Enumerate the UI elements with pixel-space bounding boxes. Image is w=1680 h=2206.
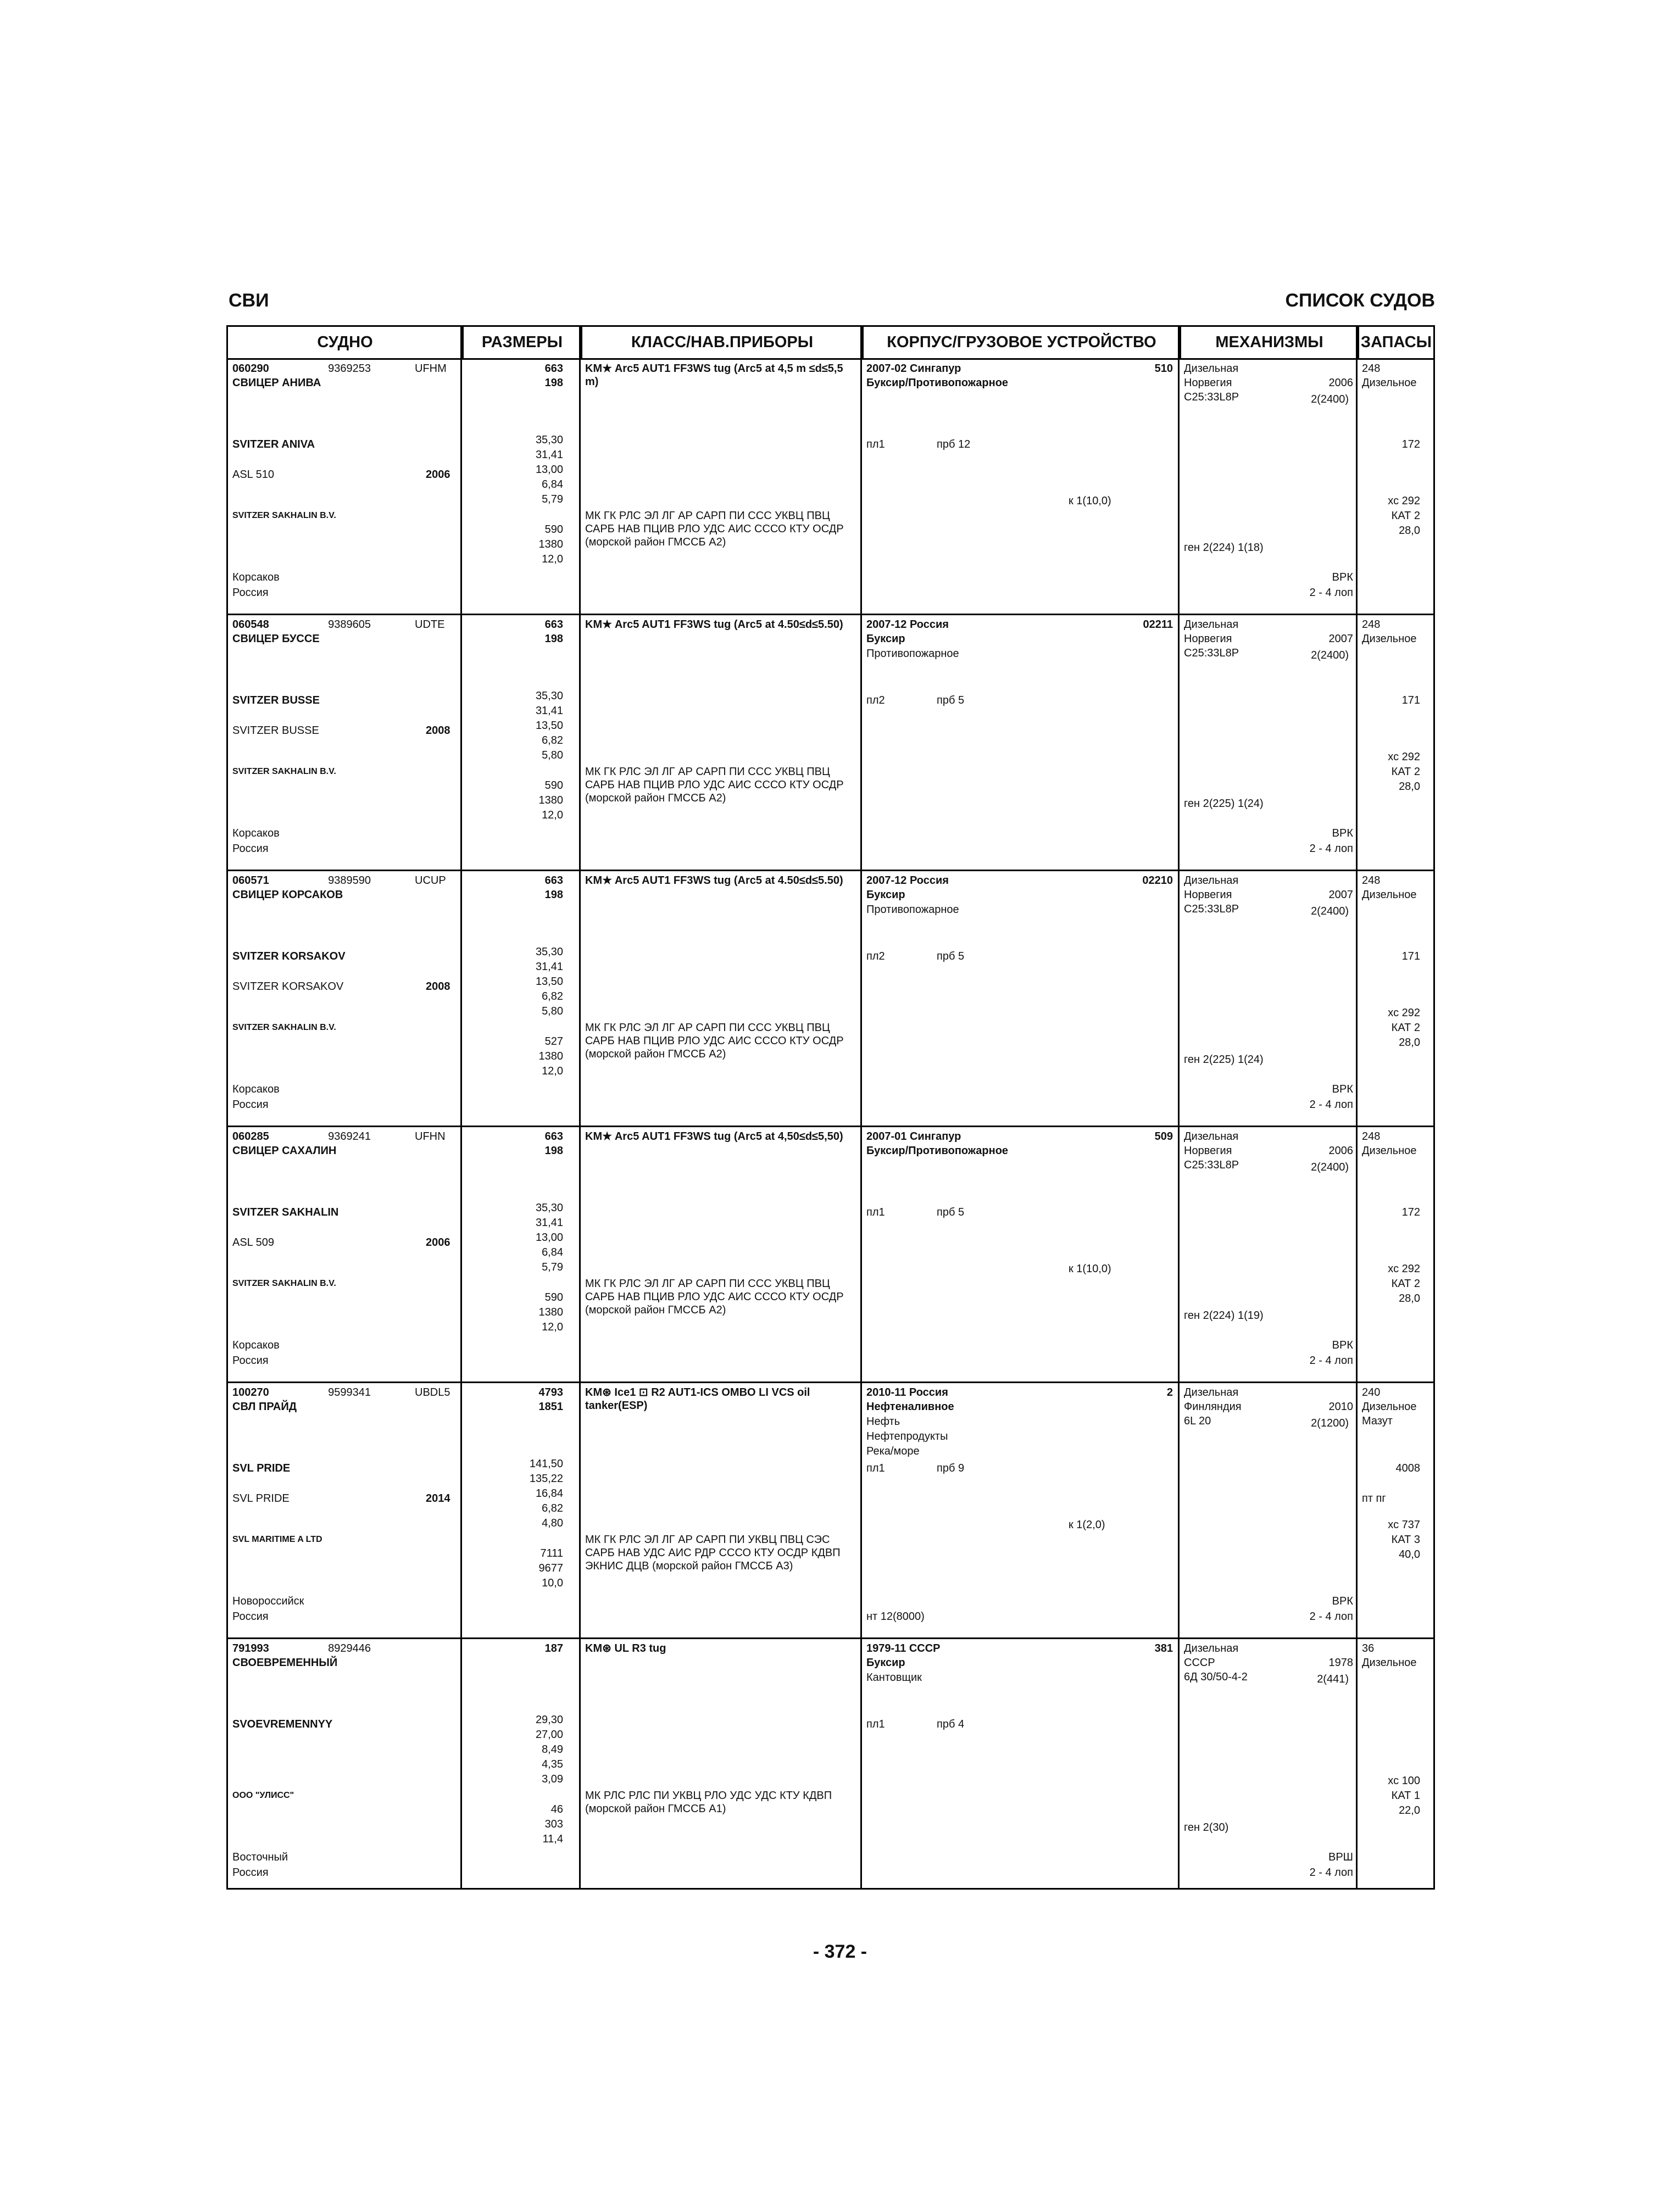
owner: SVITZER SAKHALIN B.V. <box>232 1279 336 1288</box>
stores-fuel: Дизельное <box>1362 633 1417 645</box>
engine-year: 2007 <box>1328 633 1353 645</box>
tonnage-value: 590 <box>544 779 563 792</box>
engine-type: Дизельная <box>1184 1386 1239 1399</box>
ship-name-en: SVITZER BUSSE <box>232 694 320 706</box>
dimension-value: 3,09 <box>542 1773 563 1785</box>
stores-kat: КАТ 3 <box>1391 1534 1420 1546</box>
page-number: - 372 - <box>813 1941 867 1962</box>
year-named: 2006 <box>426 469 450 481</box>
hull-build: 1979-11 СССР <box>866 1642 941 1654</box>
hull-number: 509 <box>1154 1130 1173 1143</box>
propeller-type: ВРК <box>1332 1083 1353 1095</box>
stores-top: 248 <box>1362 874 1381 887</box>
stores-value: 28,0 <box>1399 525 1420 537</box>
country: Россия <box>232 1355 269 1367</box>
class-notation: KM★ Arc5 AUT1 FF3WS tug (Arc5 at 4.50≤d≤5.50) <box>585 874 843 887</box>
ship-record <box>228 616 1433 871</box>
hull-type: Буксир/Противопожарное <box>866 377 1009 389</box>
propeller-blades: 2 - 4 лоп <box>1309 587 1353 599</box>
former-name: SVITZER BUSSE <box>232 725 319 737</box>
ship-record <box>228 1384 1433 1639</box>
engine-year: 2007 <box>1328 889 1353 901</box>
engine-power: 2(441) <box>1317 1673 1349 1685</box>
stores-value: 22,0 <box>1399 1804 1420 1817</box>
tonnage-value: 1380 <box>538 1050 563 1062</box>
engine-power: 2(1200) <box>1311 1417 1349 1429</box>
hull-type: Кантовщик <box>866 1672 922 1684</box>
hull-extra: нт 12(8000) <box>866 1611 925 1623</box>
gross-tonnage: 663 <box>544 619 563 631</box>
dimension-value: 5,80 <box>542 749 563 761</box>
nav-equipment: МК ГК РЛС ЭЛ ЛГ АР САРП ПИ ССС УКВЦ ПВЦ САРБ НАВ ПЦИВ РЛО УДС АИС СССО КТУ ОСДР (морской район ГМССБ А2) <box>585 1022 844 1060</box>
engine-power: 2(2400) <box>1311 393 1349 405</box>
generators: ген 2(30) <box>1184 1821 1229 1834</box>
hull-build: 2007-12 Россия <box>866 619 949 631</box>
tonnage-value: 11,4 <box>542 1833 563 1845</box>
dimension-value: 6,84 <box>542 478 563 491</box>
engine-country: Норвегия <box>1184 377 1232 389</box>
dimension-value: 5,80 <box>542 1005 563 1017</box>
stores-xc: хс 292 <box>1388 751 1420 763</box>
hull-bulkheads: прб 9 <box>937 1462 965 1474</box>
hull-crane: к 1(10,0) <box>1069 495 1111 507</box>
ship-record <box>228 360 1433 615</box>
class-notation: KM⊛ Ice1 ⊡ R2 AUT1-ICS OMBO LI VCS oil tanker(ESP) <box>585 1386 810 1412</box>
stores-xc: хс 100 <box>1388 1775 1420 1787</box>
dimension-value: 6,82 <box>542 734 563 747</box>
nav-equipment: МК ГК РЛС ЭЛ ЛГ АР САРП ПИ УКВЦ ПВЦ СЭС САРБ НАВ УДС АИС РДР СССО КТУ ОСДР КДВП ЭКНИС ДЦВ (морской район ГМССБ А3) <box>585 1534 841 1572</box>
ship-name-ru: СВОЕВРЕМЕННЫЙ <box>232 1657 338 1669</box>
dimension-value: 6,84 <box>542 1246 563 1258</box>
ship-register-table <box>226 325 1435 1890</box>
dimension-value: 13,50 <box>535 720 563 732</box>
home-port: Восточный <box>232 1851 288 1863</box>
home-port: Корсаков <box>232 571 280 583</box>
dimension-value: 35,30 <box>535 434 563 446</box>
engine-model: 6L 20 <box>1184 1415 1211 1427</box>
generators: ген 2(225) 1(24) <box>1184 1054 1264 1066</box>
dimension-value: 31,41 <box>535 705 563 717</box>
stores-kat: КАТ 2 <box>1391 766 1420 778</box>
home-port: Корсаков <box>232 827 280 839</box>
hull-number: 2 <box>1166 1386 1173 1399</box>
engine-year: 2010 <box>1328 1401 1353 1413</box>
ship-name-en: SVITZER KORSAKOV <box>232 950 346 962</box>
stores-mid: 172 <box>1401 438 1420 450</box>
hull-type: Буксир <box>866 1657 905 1669</box>
country: Россия <box>232 1867 269 1879</box>
tonnage-value: 46 <box>550 1803 563 1815</box>
home-port: Корсаков <box>232 1339 280 1351</box>
engine-year: 2006 <box>1328 1145 1353 1157</box>
stores-xc: хс 737 <box>1388 1519 1420 1531</box>
class-notation: KM★ Arc5 AUT1 FF3WS tug (Arc5 at 4,5 m ≤d≤5,5 m) <box>585 363 843 388</box>
former-name: ASL 510 <box>232 469 274 481</box>
tonnage-value: 590 <box>544 1291 563 1303</box>
hull-crane: к 1(2,0) <box>1069 1519 1105 1531</box>
propeller-blades: 2 - 4 лоп <box>1309 1867 1353 1879</box>
col-dimensions: РАЗМЕРЫ <box>462 327 581 358</box>
stores-mid2: пт пг <box>1362 1492 1386 1505</box>
hull-number: 02210 <box>1142 874 1173 887</box>
hull-bulkheads: прб 5 <box>937 950 965 962</box>
tonnage-value: 12,0 <box>542 1065 563 1077</box>
owner: SVITZER SAKHALIN B.V. <box>232 1023 336 1032</box>
net-tonnage: 198 <box>544 377 563 389</box>
stores-top: 248 <box>1362 1130 1381 1143</box>
ship-name-en: SVL PRIDE <box>232 1462 291 1474</box>
stores-top: 248 <box>1362 363 1381 375</box>
stores-xc: хс 292 <box>1388 1007 1420 1019</box>
stores-fuel2: Мазут <box>1362 1415 1393 1427</box>
country: Россия <box>232 843 269 855</box>
stores-value: 28,0 <box>1399 1293 1420 1305</box>
generators: ген 2(224) 1(19) <box>1184 1310 1264 1322</box>
stores-value: 28,0 <box>1399 781 1420 793</box>
tonnage-value: 1380 <box>538 538 563 550</box>
hull-bulkheads: прб 5 <box>937 694 965 706</box>
ship-record <box>228 872 1433 1127</box>
home-port: Новороссийск <box>232 1595 304 1607</box>
ship-record <box>228 1128 1433 1383</box>
net-tonnage: 198 <box>544 1145 563 1157</box>
stores-kat: КАТ 2 <box>1391 1022 1420 1034</box>
propeller-type: ВРК <box>1332 1339 1353 1351</box>
dimension-value: 13,50 <box>535 976 563 988</box>
dimension-value: 16,84 <box>535 1488 563 1500</box>
tonnage-value: 9677 <box>538 1562 563 1574</box>
propeller-type: ВРК <box>1332 571 1353 583</box>
reg-number: 100270 <box>232 1386 269 1399</box>
ship-name-en: SVITZER ANIVA <box>232 438 315 450</box>
ship-name-ru: СВИЦЕР БУССЕ <box>232 633 320 645</box>
stores-xc: хс 292 <box>1388 1263 1420 1275</box>
tonnage-value: 7111 <box>540 1547 563 1559</box>
col-ship: СУДНО <box>317 333 373 351</box>
propeller-type: ВРШ <box>1328 1851 1353 1863</box>
tonnage-value: 590 <box>544 523 563 536</box>
net-tonnage: 1851 <box>538 1401 563 1413</box>
ship-name-ru: СВИЦЕР АНИВА <box>232 377 321 389</box>
nav-equipment: МК ГК РЛС ЭЛ ЛГ АР САРП ПИ ССС УКВЦ ПВЦ САРБ НАВ ПЦИВ РЛО УДС АИС СССО КТУ ОСДР (морской район ГМССБ А2) <box>585 1278 844 1316</box>
engine-country: СССР <box>1184 1657 1215 1669</box>
stores-fuel: Дизельное <box>1362 1401 1417 1413</box>
year-named: 2006 <box>426 1236 450 1249</box>
engine-power: 2(2400) <box>1311 905 1349 917</box>
class-notation: KM⊛ UL R3 tug <box>585 1642 666 1654</box>
hull-build: 2010-11 Россия <box>866 1386 948 1399</box>
class-notation: KM★ Arc5 AUT1 FF3WS tug (Arc5 at 4,50≤d≤5,50) <box>585 1130 843 1143</box>
engine-year: 2006 <box>1328 377 1353 389</box>
hull-type: Нефтеналивное <box>866 1401 954 1413</box>
propeller-blades: 2 - 4 лоп <box>1309 1355 1353 1367</box>
country: Россия <box>232 1611 269 1623</box>
imo-number: 9389605 <box>328 619 371 631</box>
call-sign: UBDL5 <box>415 1386 450 1399</box>
engine-type: Дизельная <box>1184 1642 1239 1654</box>
reg-number: 060571 <box>232 874 269 887</box>
tonnage-value: 12,0 <box>542 553 563 565</box>
year-named: 2008 <box>426 981 450 993</box>
stores-mid: 171 <box>1401 950 1420 962</box>
engine-model: C25:33L8P <box>1184 647 1239 659</box>
hull-type: Река/море <box>866 1445 920 1457</box>
engine-country: Финляндия <box>1184 1401 1242 1413</box>
engine-type: Дизельная <box>1184 619 1239 631</box>
propeller-blades: 2 - 4 лоп <box>1309 1611 1353 1623</box>
dimension-value: 6,82 <box>542 1502 563 1514</box>
net-tonnage: 198 <box>544 889 563 901</box>
dimension-value: 13,00 <box>535 464 563 476</box>
engine-year: 1978 <box>1328 1657 1353 1669</box>
col-hull: КОРПУС/ГРУЗОВОЕ УСТРОЙСТВО <box>862 327 1180 358</box>
stores-top: 248 <box>1362 619 1381 631</box>
ship-name-en: SVITZER SAKHALIN <box>232 1206 339 1218</box>
propeller-blades: 2 - 4 лоп <box>1309 1099 1353 1111</box>
imo-number: 9389590 <box>328 874 371 887</box>
dimension-value: 4,35 <box>542 1758 563 1770</box>
country: Россия <box>232 587 269 599</box>
nav-equipment: МК РЛС РЛС ПИ УКВЦ РЛО УДС УДС КТУ КДВП (морской район ГМССБ А1) <box>585 1790 832 1815</box>
dimension-value: 5,79 <box>542 493 563 505</box>
generators: ген 2(224) 1(18) <box>1184 542 1264 554</box>
reg-number: 060290 <box>232 363 269 375</box>
engine-country: Норвегия <box>1184 889 1232 901</box>
dimension-value: 5,79 <box>542 1261 563 1273</box>
propeller-blades: 2 - 4 лоп <box>1309 843 1353 855</box>
stores-top: 36 <box>1362 1642 1375 1654</box>
tonnage-value: 527 <box>544 1035 563 1048</box>
propeller-type: ВРК <box>1332 1595 1353 1607</box>
stores-xc: хс 292 <box>1388 495 1420 507</box>
call-sign: UFHN <box>415 1130 446 1143</box>
stores-value: 28,0 <box>1399 1037 1420 1049</box>
imo-number: 8929446 <box>328 1642 371 1654</box>
call-sign: UCUP <box>415 874 446 887</box>
engine-type: Дизельная <box>1184 363 1239 375</box>
ship-name-en: SVOEVREMENNYY <box>232 1718 333 1730</box>
tonnage-value: 10,0 <box>542 1577 563 1589</box>
hull-number: 381 <box>1154 1642 1173 1654</box>
former-name: SVITZER KORSAKOV <box>232 981 344 993</box>
hull-type: Противопожарное <box>866 904 959 916</box>
hull-bulkheads: прб 12 <box>937 438 971 450</box>
dimension-value: 35,30 <box>535 946 563 958</box>
dimension-value: 27,00 <box>535 1729 563 1741</box>
col-machinery: МЕХАНИЗМЫ <box>1180 327 1358 358</box>
engine-country: Норвегия <box>1184 633 1232 645</box>
tonnage-value: 1380 <box>538 794 563 806</box>
stores-mid: 172 <box>1401 1206 1420 1218</box>
stores-value: 40,0 <box>1399 1548 1420 1561</box>
hull-bulkheads: прб 5 <box>937 1206 965 1218</box>
gross-tonnage: 4793 <box>538 1386 563 1399</box>
hull-decks: пл1 <box>866 1206 885 1218</box>
dimension-value: 4,80 <box>542 1517 563 1529</box>
engine-model: 6Д 30/50-4-2 <box>1184 1671 1248 1683</box>
engine-country: Норвегия <box>1184 1145 1232 1157</box>
dimension-value: 29,30 <box>535 1714 563 1726</box>
dimension-value: 31,41 <box>535 1217 563 1229</box>
engine-power: 2(2400) <box>1311 649 1349 661</box>
home-port: Корсаков <box>232 1083 280 1095</box>
dimension-value: 31,41 <box>535 961 563 973</box>
hull-build: 2007-12 Россия <box>866 874 949 887</box>
nav-equipment: МК ГК РЛС ЭЛ ЛГ АР САРП ПИ ССС УКВЦ ПВЦ САРБ НАВ ПЦИВ РЛО УДС АИС СССО КТУ ОСДР (морской район ГМССБ А2) <box>585 510 844 548</box>
generators: ген 2(225) 1(24) <box>1184 798 1264 810</box>
gross-tonnage: 663 <box>544 1130 563 1143</box>
dimension-value: 31,41 <box>535 449 563 461</box>
former-name: SVL PRIDE <box>232 1492 290 1505</box>
hull-number: 510 <box>1154 363 1173 375</box>
hull-decks: пл1 <box>866 1462 885 1474</box>
dimension-value: 141,50 <box>529 1458 563 1470</box>
hull-decks: пл1 <box>866 438 885 450</box>
ship-name-ru: СВИЦЕР КОРСАКОВ <box>232 889 343 901</box>
stores-mid: 4008 <box>1395 1462 1420 1474</box>
owner: SVL MARITIME A LTD <box>232 1535 322 1544</box>
stores-top: 240 <box>1362 1386 1381 1399</box>
imo-number: 9369253 <box>328 363 371 375</box>
owner: SVITZER SAKHALIN B.V. <box>232 511 336 520</box>
stores-fuel: Дизельное <box>1362 1145 1417 1157</box>
dimension-value: 35,30 <box>535 1202 563 1214</box>
ship-name-ru: СВЛ ПРАЙД <box>232 1401 297 1413</box>
net-tonnage: 198 <box>544 633 563 645</box>
dimension-value: 13,00 <box>535 1232 563 1244</box>
hull-type: Буксир <box>866 633 905 645</box>
hull-decks: пл1 <box>866 1718 885 1730</box>
tonnage-value: 12,0 <box>542 809 563 821</box>
dimension-value: 6,82 <box>542 990 563 1002</box>
former-name: ASL 509 <box>232 1236 274 1249</box>
hull-type: Противопожарное <box>866 648 959 660</box>
reg-number: 060285 <box>232 1130 269 1143</box>
owner: SVITZER SAKHALIN B.V. <box>232 767 336 776</box>
stores-kat: КАТ 1 <box>1391 1790 1420 1802</box>
nav-equipment: МК ГК РЛС ЭЛ ЛГ АР САРП ПИ ССС УКВЦ ПВЦ САРБ НАВ ПЦИВ РЛО УДС АИС СССО КТУ ОСДР (морской район ГМССБ А2) <box>585 766 844 804</box>
dimension-value: 35,30 <box>535 690 563 702</box>
hull-type: Буксир <box>866 889 905 901</box>
engine-model: C25:33L8P <box>1184 1159 1239 1171</box>
owner: ООО "УЛИСС" <box>232 1791 294 1800</box>
engine-model: C25:33L8P <box>1184 903 1239 915</box>
dimension-value: 8,49 <box>542 1743 563 1756</box>
hull-type: Нефть <box>866 1416 900 1428</box>
col-class: КЛАСС/НАВ.ПРИБОРЫ <box>581 327 862 358</box>
gross-tonnage: 187 <box>544 1642 563 1654</box>
stores-mid: 171 <box>1401 694 1420 706</box>
year-named: 2008 <box>426 725 450 737</box>
imo-number: 9599341 <box>328 1386 371 1399</box>
gross-tonnage: 663 <box>544 874 563 887</box>
hull-type: Буксир/Противопожарное <box>866 1145 1009 1157</box>
stores-fuel: Дизельное <box>1362 377 1417 389</box>
tonnage-value: 12,0 <box>542 1321 563 1333</box>
call-sign: UFHM <box>415 363 447 375</box>
call-sign: UDTE <box>415 619 445 631</box>
gross-tonnage: 663 <box>544 363 563 375</box>
table-header <box>228 327 1433 360</box>
engine-model: C25:33L8P <box>1184 391 1239 403</box>
ship-record <box>228 1640 1433 1895</box>
col-stores: ЗАПАСЫ <box>1358 327 1433 358</box>
tonnage-value: 1380 <box>538 1306 563 1318</box>
reg-number: 791993 <box>232 1642 269 1654</box>
engine-type: Дизельная <box>1184 1130 1239 1143</box>
reg-number: 060548 <box>232 619 269 631</box>
stores-fuel: Дизельное <box>1362 1657 1417 1669</box>
stores-kat: КАТ 2 <box>1391 510 1420 522</box>
hull-decks: пл2 <box>866 694 885 706</box>
hull-crane: к 1(10,0) <box>1069 1263 1111 1275</box>
engine-type: Дизельная <box>1184 874 1239 887</box>
hull-type: Нефтепродукты <box>866 1430 948 1442</box>
hull-bulkheads: прб 4 <box>937 1718 965 1730</box>
stores-kat: КАТ 2 <box>1391 1278 1420 1290</box>
hull-build: 2007-01 Сингапур <box>866 1130 961 1143</box>
dimension-value: 135,22 <box>529 1473 563 1485</box>
hull-decks: пл2 <box>866 950 885 962</box>
ship-name-ru: СВИЦЕР САХАЛИН <box>232 1145 337 1157</box>
hull-number: 02211 <box>1143 619 1173 631</box>
country: Россия <box>232 1099 269 1111</box>
tonnage-value: 303 <box>544 1818 563 1830</box>
imo-number: 9369241 <box>328 1130 371 1143</box>
section-code: СВИ <box>229 290 269 311</box>
propeller-type: ВРК <box>1332 827 1353 839</box>
engine-power: 2(2400) <box>1311 1161 1349 1173</box>
class-notation: KM★ Arc5 AUT1 FF3WS tug (Arc5 at 4.50≤d≤5.50) <box>585 619 843 631</box>
hull-build: 2007-02 Сингапур <box>866 363 961 375</box>
year-named: 2014 <box>426 1492 450 1505</box>
list-title: СПИСОК СУДОВ <box>1285 290 1435 311</box>
stores-fuel: Дизельное <box>1362 889 1417 901</box>
